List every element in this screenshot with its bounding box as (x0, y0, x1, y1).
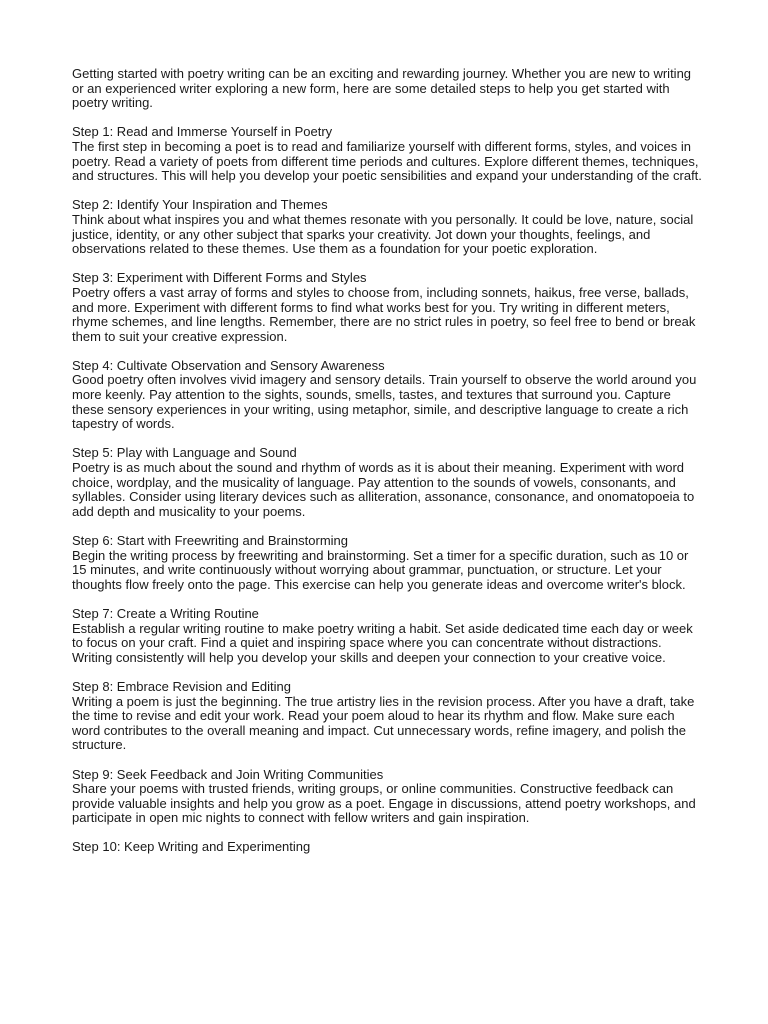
document-page (72, 67, 702, 870)
step-heading: Step 8: Embrace Revision and Editing (72, 678, 291, 694)
step-body: Think about what inspires you and what themes resonate with you personally. It could be love, nature, social justice, identity, or any other subject that sparks your creativity. Jot down your thoughts, feelings, and observations related to these themes. Use them as a foundation for your poetic exploration. (72, 211, 694, 257)
step-heading: Step 1: Read and Immerse Yourself in Poetry (72, 124, 333, 140)
step-body: The first step in becoming a poet is to read and familiarize yourself with different forms, styles, and voices in poetry. Read a variety of poets from different time periods and cultures. Explore different themes, techniques, and structures. This will help you develop your poetic sensibilities and expand your understanding of the craft. (72, 138, 702, 184)
step-heading: Step 2: Identify Your Inspiration and Themes (72, 197, 328, 213)
step-section-1 (72, 125, 702, 183)
step-section-9 (72, 768, 702, 826)
step-section-10 (72, 840, 702, 855)
step-body: Begin the writing process by freewriting and brainstorming. Set a timer for a specific duration, such as 10 or 15 minutes, and write continuously without worrying about grammar, punctuation, or structure. Let your thoughts flow freely onto the page. This exercise can help you generate ideas and overcome writer's block. (72, 547, 689, 592)
step-section-8 (72, 680, 702, 753)
step-heading: Step 4: Cultivate Observation and Sensory Awareness (72, 357, 385, 373)
step-body: Writing a poem is just the beginning. The true artistry lies in the revision process. After you have a draft, take the time to revise and edit your work. Read your poem aloud to hear its rhythm and flow. Make sure each word contributes to the overall meaning and impact. Cut unnecessary words, refine imagery, and polish the structure. (72, 693, 695, 753)
step-section-5 (72, 446, 702, 519)
step-body: Poetry is as much about the sound and rhythm of words as it is about their meaning. Experiment with word choice, wordplay, and the musicality of language. Pay attention to the sounds of vowels, consonants, and syllables. Consider using literary devices such as alliteration, assonance, consonance, and onomatopoeia to add depth and musicality to your poems. (72, 460, 695, 519)
step-body: Good poetry often involves vivid imagery and sensory details. Train yourself to observe the world around you more keenly. Pay attention to the sights, sounds, smells, tastes, and textures that surround you. Capture these sensory experiences in your writing, using metaphor, simile, and descriptive language to create a rich tapestry of words. (72, 372, 697, 432)
step-section-7 (72, 607, 702, 665)
step-heading: Step 5: Play with Language and Sound (72, 445, 297, 461)
step-body: Poetry offers a vast array of forms and styles to choose from, including sonnets, haikus, free verse, ballads, and more. Experiment with different forms to find what works best for you. Try writing in different meters, rhyme schemes, and line lengths. Remember, there are no strict rules in poetry, so feel free to bend or break them to suit your creative expression. (72, 284, 696, 344)
intro-paragraph: Getting started with poetry writing can be an exciting and rewarding journey. Whether you are new to writing or an experienced writer exploring a new form, here are some detailed steps to help you get started with poetry writing. (72, 66, 692, 111)
step-section-3 (72, 271, 702, 344)
step-section-2 (72, 198, 702, 256)
step-heading: Step 6: Start with Freewriting and Brainstorming (72, 533, 349, 548)
step-section-4 (72, 359, 702, 432)
step-heading: Step 7: Create a Writing Routine (72, 605, 259, 621)
step-heading: Step 9: Seek Feedback and Join Writing Communities (72, 766, 384, 782)
step-body: Establish a regular writing routine to make poetry writing a habit. Set aside dedicated time each day or week to focus on your craft. Find a quiet and inspiring space where you can concentrate without distractions. Writing consistently will help you develop your skills and deepen your connection to your creative voice. (72, 620, 693, 665)
step-section-6 (72, 534, 702, 592)
step-body: Share your poems with trusted friends, writing groups, or online communities. Constructive feedback can provide valuable insights and help you grow as a poet. Engage in discussions, attend poetry workshops, and participate in open mic nights to connect with fellow writers and gain inspiration. (72, 781, 696, 826)
step-heading: Step 10: Keep Writing and Experimenting (72, 839, 311, 855)
step-heading: Step 3: Experiment with Different Forms and Styles (72, 270, 367, 286)
